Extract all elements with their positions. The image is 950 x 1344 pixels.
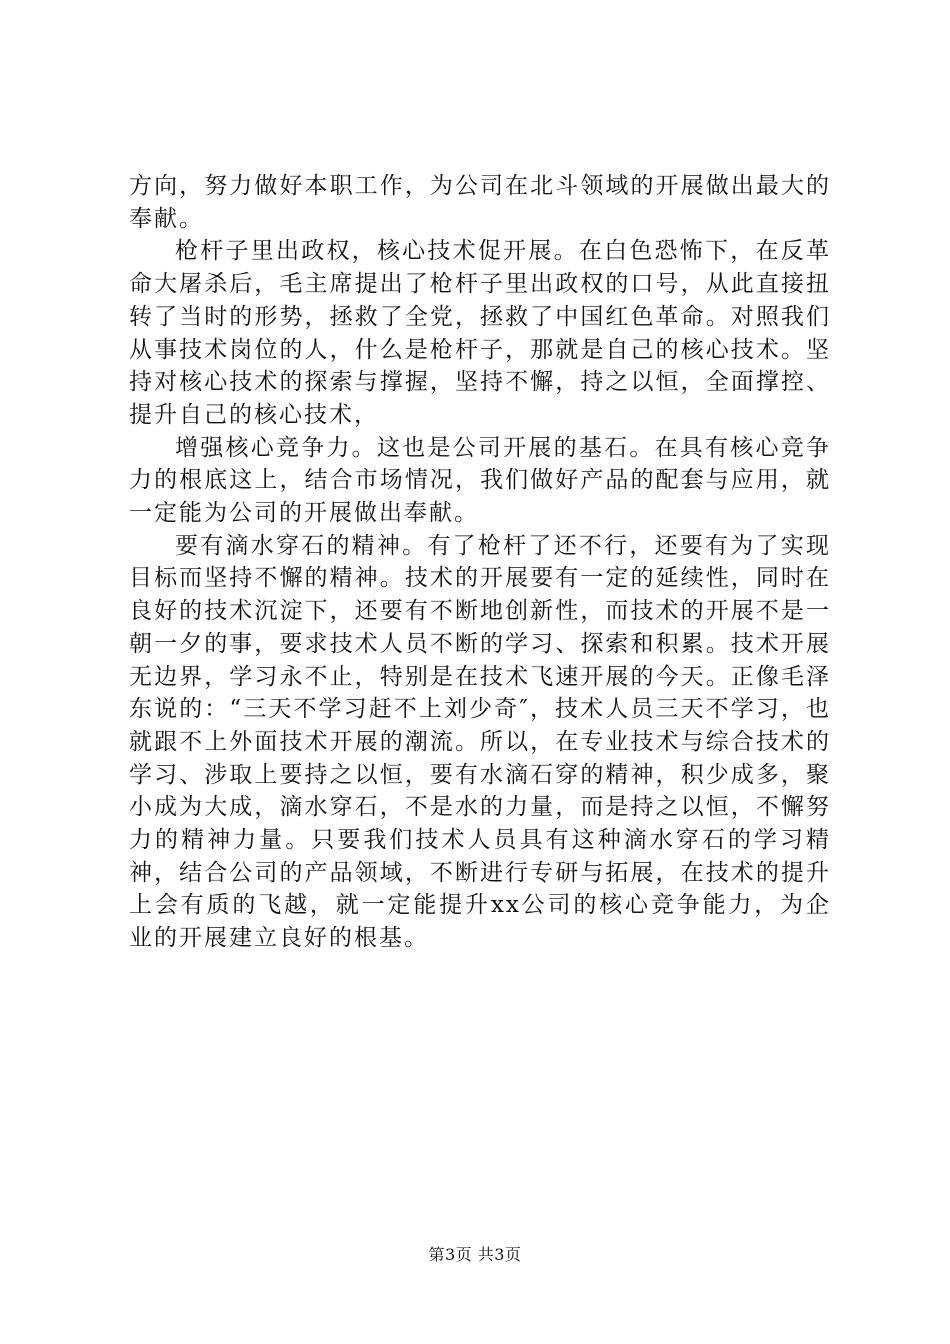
page-footer: 第3页 共3页 <box>428 1245 522 1264</box>
paragraph-core-technology: 枪杆子里出政权，核心技术促开展。在白色恐怖下，在反革命大屠杀后，毛主席提出了枪杆子里出政权的口号，从此直接扭转了当时的形势，拯救了全党，拯救了中国红色革命。对照我们从事技术岗位的人，什么是枪杆子，那就是自己的核心技术。坚持对核心技术的探索与撑握，坚持不懈，持之以恒，全面撑控、提升自己的核心技术， <box>129 238 831 428</box>
paragraph-perseverance: 要有滴水穿石的精神。有了枪杆了还不行，还要有为了实现目标而坚持不懈的精神。技术的开展要有一定的延续性，同时在良好的技术沉淀下，还要有不断地创新性，而技术的开展不是一朝一夕的事，要求技术人员不断的学习、探索和积累。技术开展无边界，学习永不止，特别是在技术飞速开展的今天。正像毛泽东说的：“三天不学习赶不上刘少奇″，技术人员三天不学习，也就跟不上外面技术开展的潮流。所以，在专业技术与综合技术的学习、涉取上要持之以恒，要有水滴石穿的精神，积少成多，聚小成为大成，滴水穿石，不是水的力量，而是持之以恒，不懈努力的精神力量。只要我们技术人员具有这种滴水穿石的学习精神，结合公司的产品领域，不断进行专研与拓展，在技术的提升上会有质的飞越，就一定能提升xx公司的核心竞争能力，为企业的开展建立良好的根基。 <box>129 532 831 952</box>
paragraph-continuation: 方向，努力做好本职工作，为公司在北斗领域的开展做出最大的奉献。 <box>129 173 831 232</box>
document-body <box>129 170 831 955</box>
paragraph-competitiveness: 增强核心竞争力。这也是公司开展的基石。在具有核心竞争力的根底这上，结合市场情况，我们做好产品的配套与应用，就一定能为公司的开展做出奉献。 <box>129 434 831 527</box>
